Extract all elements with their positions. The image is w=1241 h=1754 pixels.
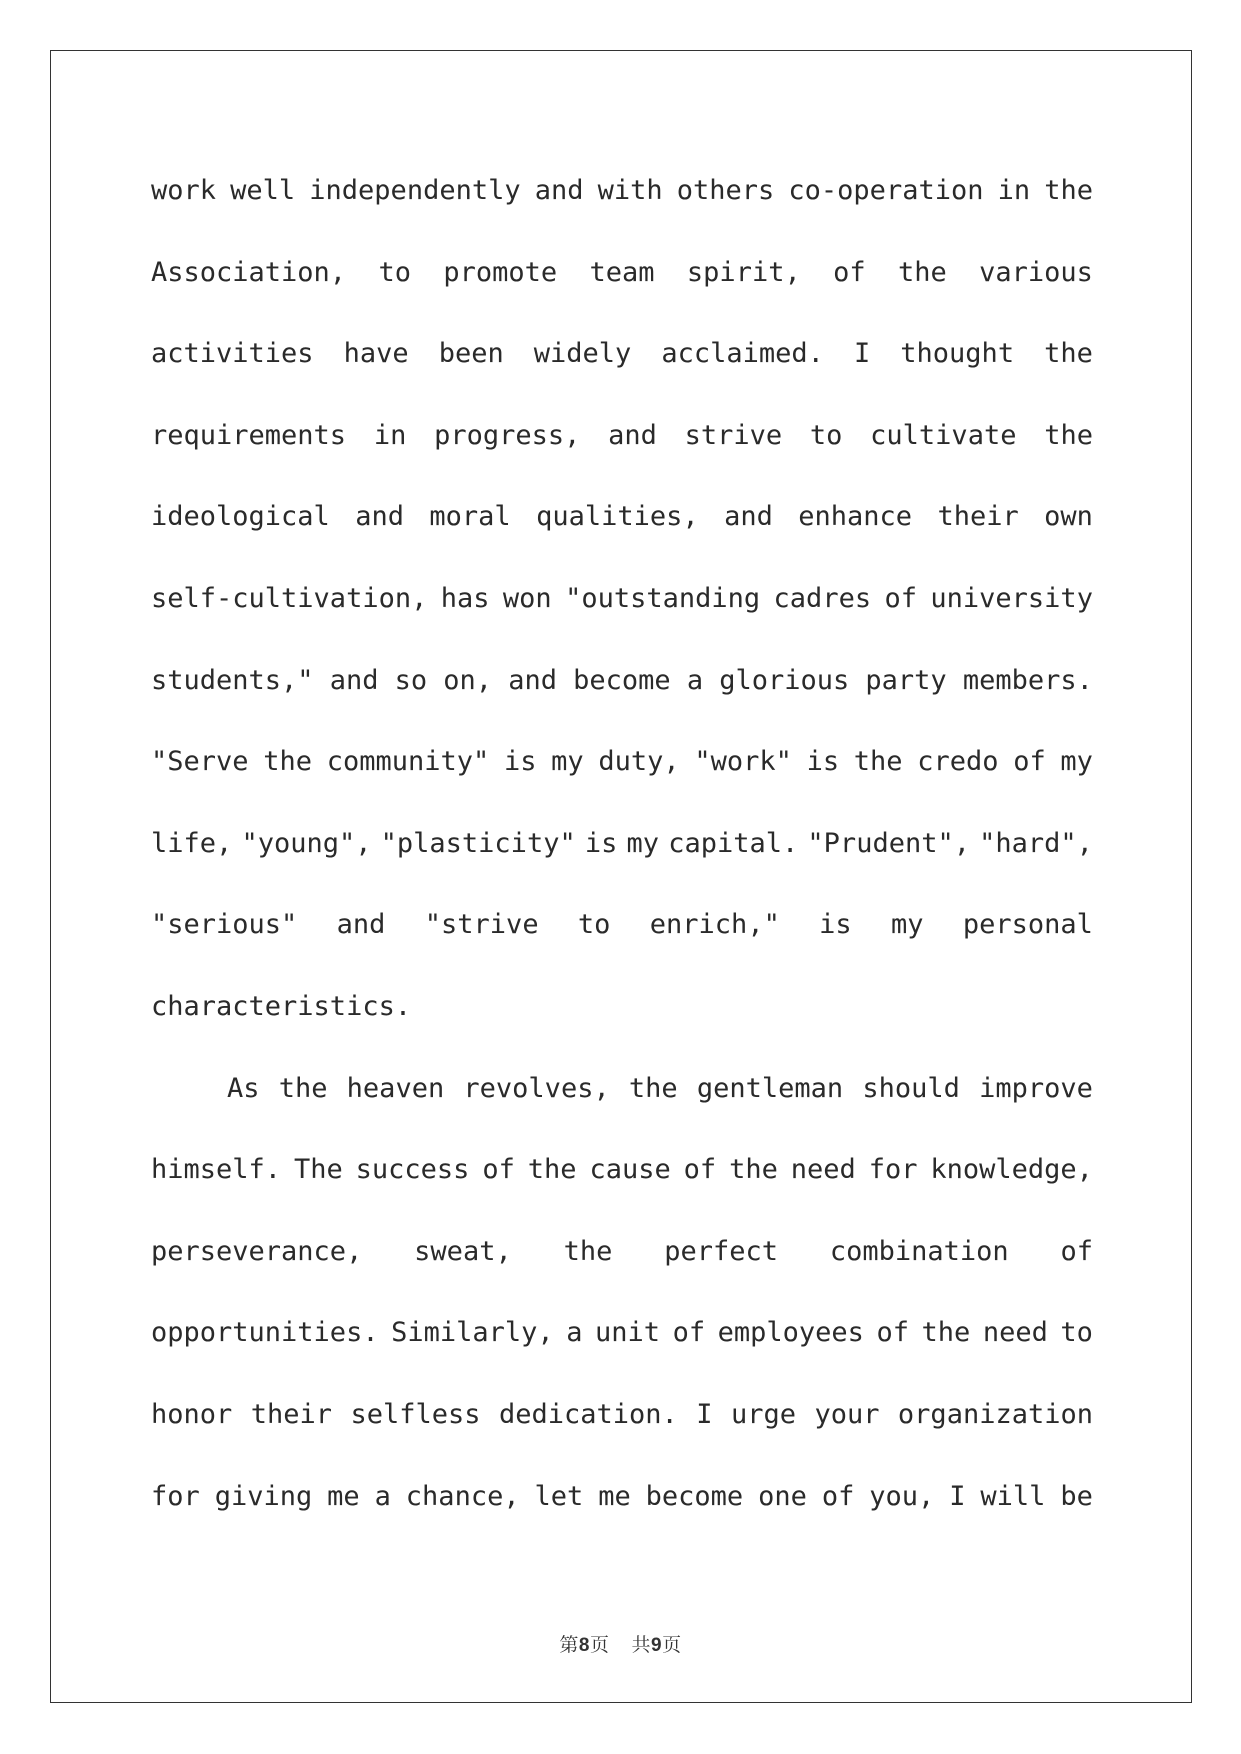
text-line: Association, to promote team spirit, of the various xyxy=(151,256,1093,288)
page-footer xyxy=(0,1630,1241,1657)
text-line: As the heaven revolves, the gentleman should improve xyxy=(227,1072,1093,1104)
text-line: work well independently and with others co-operation in the xyxy=(151,175,1093,206)
text-line: self-cultivation, has won "outstanding cadres of university xyxy=(151,582,1093,614)
footer-total-suffix: 页 xyxy=(662,1634,682,1656)
footer-page-prefix: 第 xyxy=(559,1634,579,1656)
footer-current-page: 8 xyxy=(578,1635,590,1656)
document-body xyxy=(151,150,1093,1537)
text-line: for giving me a chance, let me become one of you, I will be xyxy=(151,1480,1093,1512)
text-line: ideological and moral qualities, and enhance their own xyxy=(151,501,1093,533)
text-line: perseverance, sweat, the perfect combination of xyxy=(151,1235,1093,1267)
text-line: honor their selfless dedication. I urge your organization xyxy=(151,1398,1093,1430)
text-line: "Serve the community" is my duty, "work" is the credo of my xyxy=(151,746,1093,778)
footer-total-prefix: 共 xyxy=(631,1634,652,1656)
footer-total-pages: 9 xyxy=(651,1635,663,1656)
text-line: requirements in progress, and strive to cultivate the xyxy=(151,419,1093,451)
text-line: opportunities. Similarly, a unit of employees of the need to xyxy=(151,1317,1093,1349)
text-line: students," and so on, and become a glorious party members. xyxy=(151,664,1093,696)
text-line: activities have been widely acclaimed. I thought the xyxy=(151,338,1093,370)
text-line: himself. The success of the cause of the need for knowledge, xyxy=(151,1154,1093,1186)
text-line: life, "young", "plasticity" is my capital. "Prudent", "hard", xyxy=(151,827,1093,859)
footer-page-suffix: 页 xyxy=(589,1634,610,1656)
text-line: characteristics. xyxy=(151,990,412,1022)
text-line: "serious" and "strive to enrich," is my personal xyxy=(151,909,1093,941)
